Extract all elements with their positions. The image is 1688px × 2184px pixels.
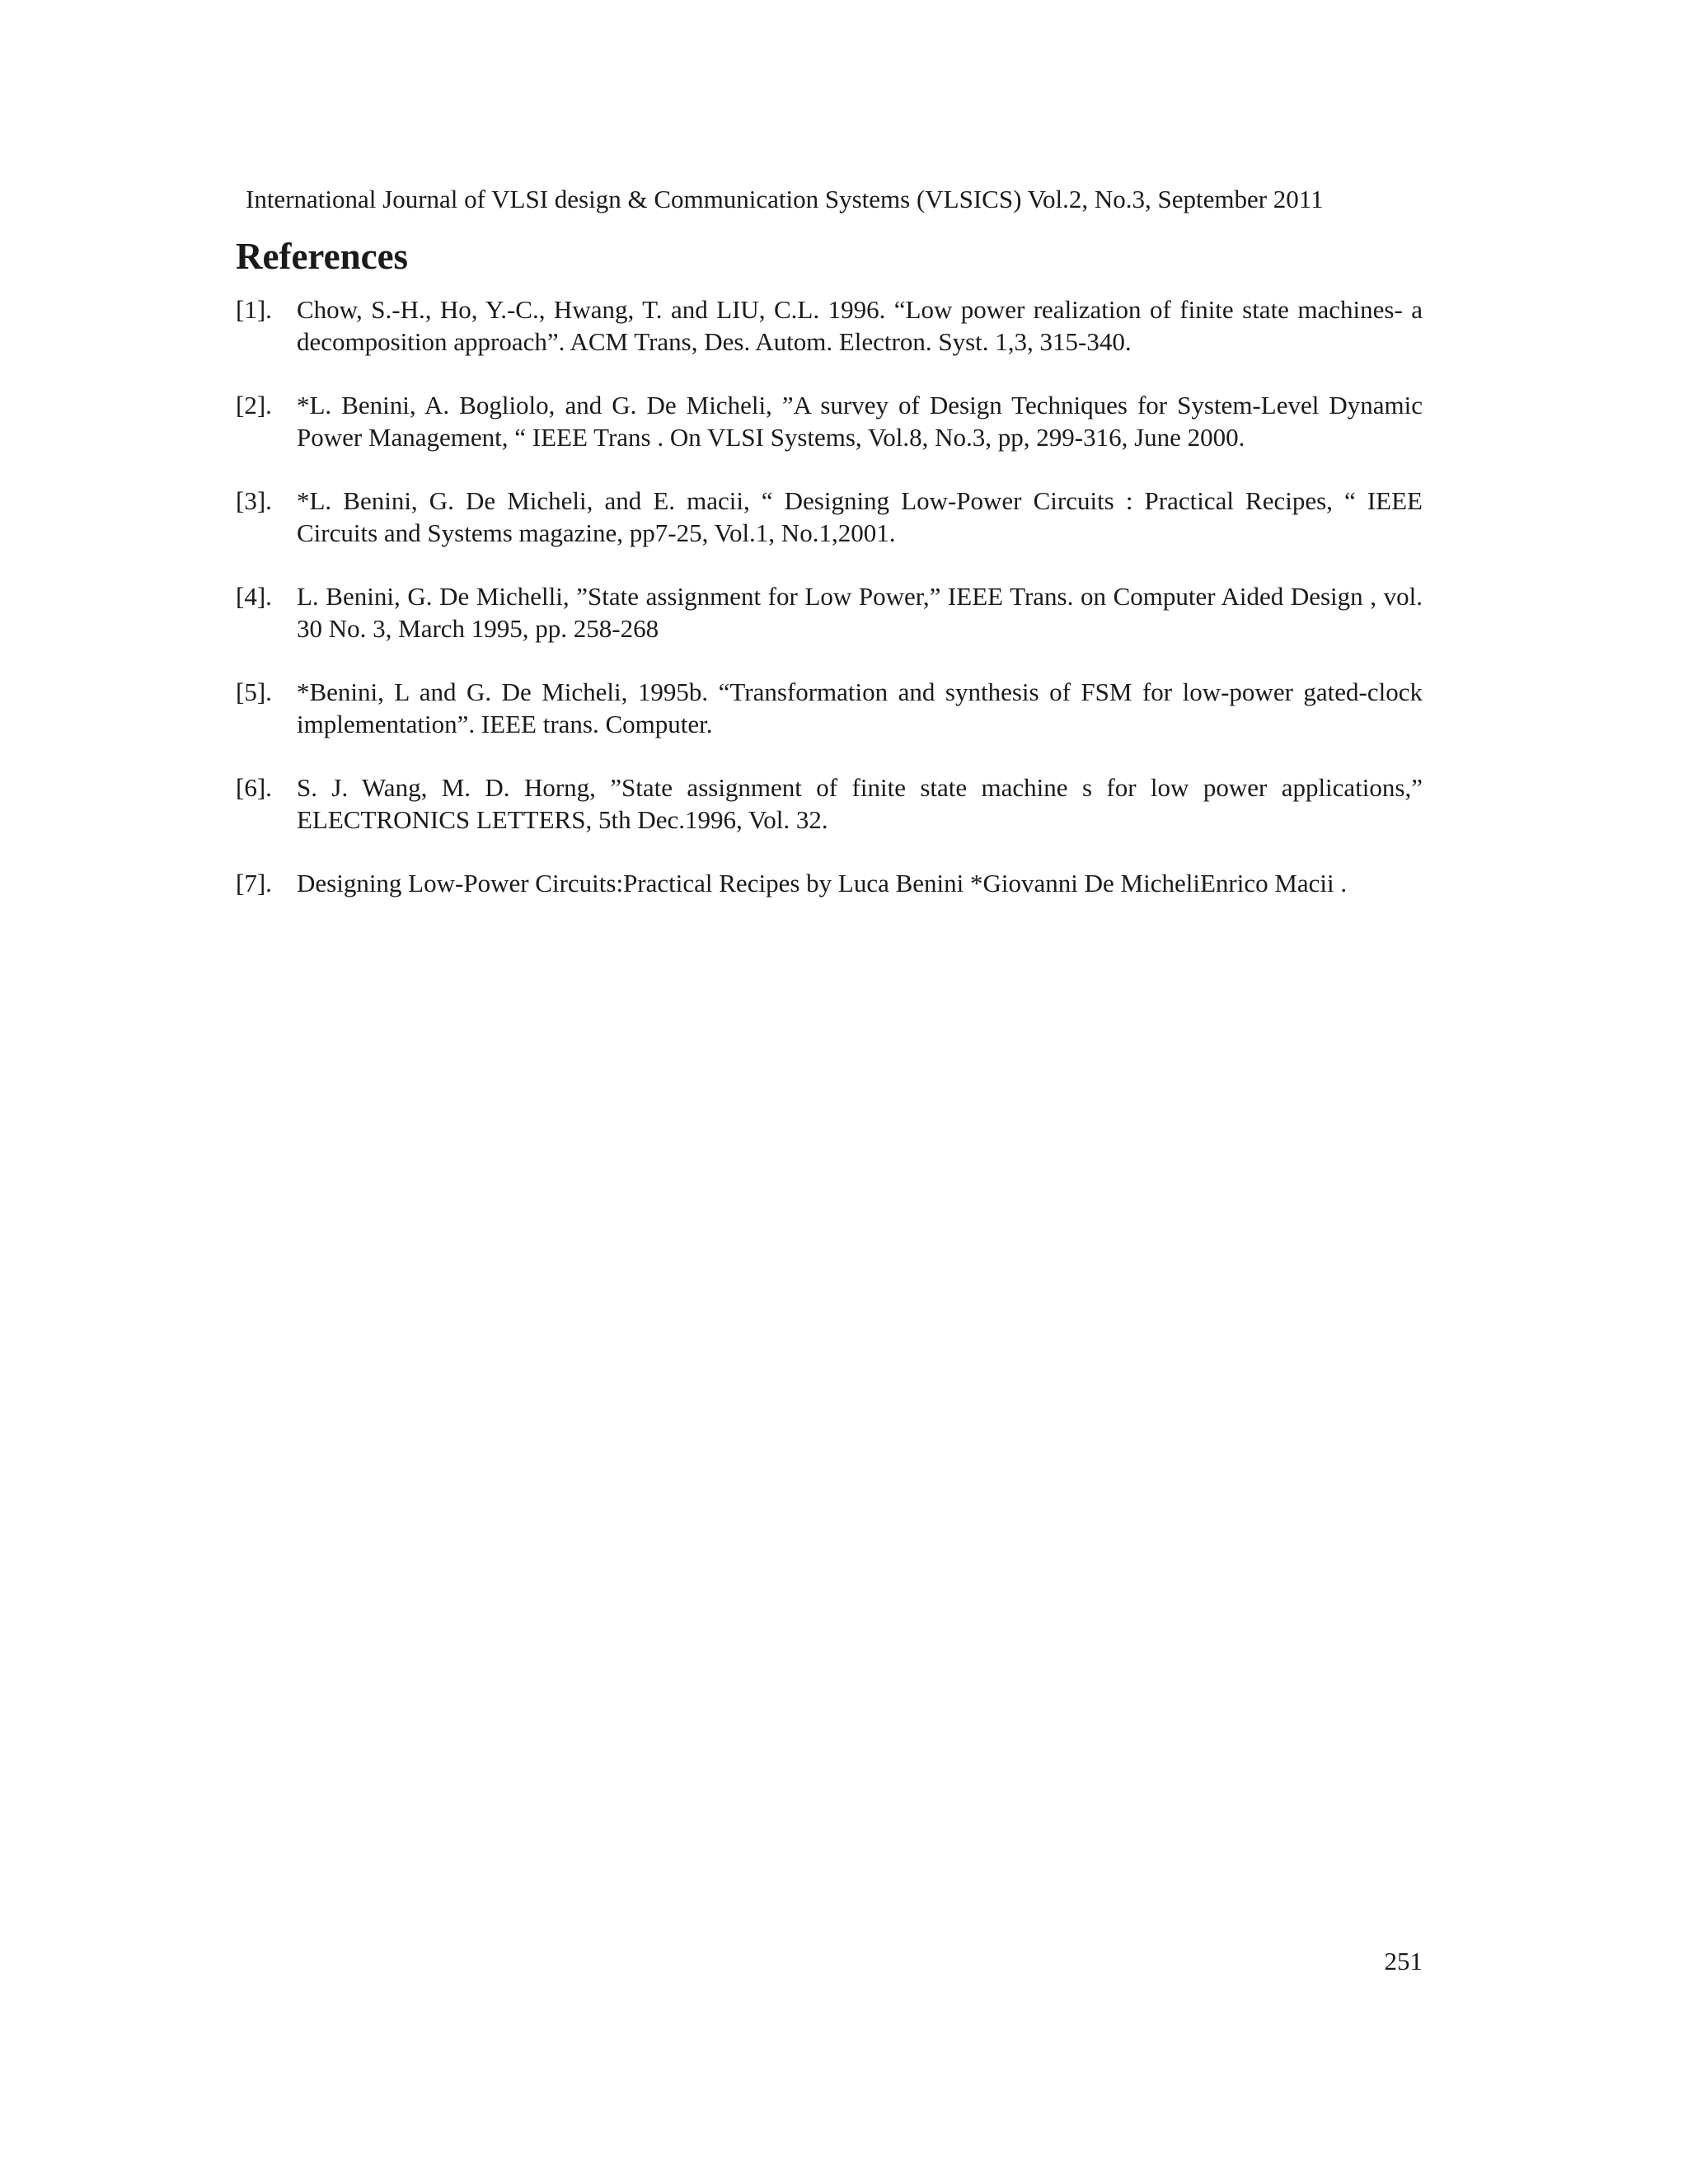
reference-text: Chow, S.-H., Ho, Y.-C., Hwang, T. and LIU, C.L. 1996. “Low power realization of finite state machines- a decomposition approach”. ACM Trans, Des. Autom. Electron. Syst. 1,3, 315-340. xyxy=(297,295,1423,356)
reference-item xyxy=(236,389,1423,453)
reference-number: [2]. xyxy=(236,391,272,419)
page-number: 251 xyxy=(1384,1947,1423,1975)
running-header: International Journal of VLSI design & Communication Systems (VLSICS) Vol.2, No.3, September 2011 xyxy=(246,185,1324,213)
reference-text: *Benini, L and G. De Micheli, 1995b. “Transformation and synthesis of FSM for low-power gated-clock implementation”. IEEE trans. Computer. xyxy=(297,677,1423,738)
section-title: References xyxy=(236,236,409,277)
reference-number: [3]. xyxy=(236,486,272,515)
reference-number: [5]. xyxy=(236,677,272,706)
reference-item xyxy=(236,580,1423,644)
reference-text: *L. Benini, A. Bogliolo, and G. De Micheli, ”A survey of Design Techniques for System-Level Dynamic Power Management, “ IEEE Trans . On VLSI Systems, Vol.8, No.3, pp, 299-316, June 2000. xyxy=(297,391,1423,452)
reference-item xyxy=(236,485,1423,549)
reference-text: *L. Benini, G. De Micheli, and E. macii, “ Designing Low-Power Circuits : Practical Recipes, “ IEEE Circuits and Systems magazine, pp7-25, Vol.1, No.1,2001. xyxy=(297,486,1423,547)
reference-item xyxy=(236,867,1423,899)
reference-number: [7]. xyxy=(236,869,272,898)
reference-number: [1]. xyxy=(236,295,272,324)
reference-item xyxy=(236,293,1423,358)
reference-text: S. J. Wang, M. D. Horng, ”State assignment of finite state machine s for low power applications,” ELECTRONICS LETTERS, 5th Dec.1996, Vol. 32. xyxy=(297,773,1423,834)
reference-text: L. Benini, G. De Michelli, ”State assignment for Low Power,” IEEE Trans. on Computer Aided Design , vol. 30 No. 3, March 1995, pp. 258-268 xyxy=(297,582,1423,643)
reference-number: [6]. xyxy=(236,773,272,802)
reference-number: [4]. xyxy=(236,582,272,611)
reference-item xyxy=(236,676,1423,740)
reference-text: Designing Low-Power Circuits:Practical Recipes by Luca Benini *Giovanni De MicheliEnrico Macii . xyxy=(297,869,1348,898)
reference-list xyxy=(236,293,1423,930)
reference-item xyxy=(236,771,1423,836)
